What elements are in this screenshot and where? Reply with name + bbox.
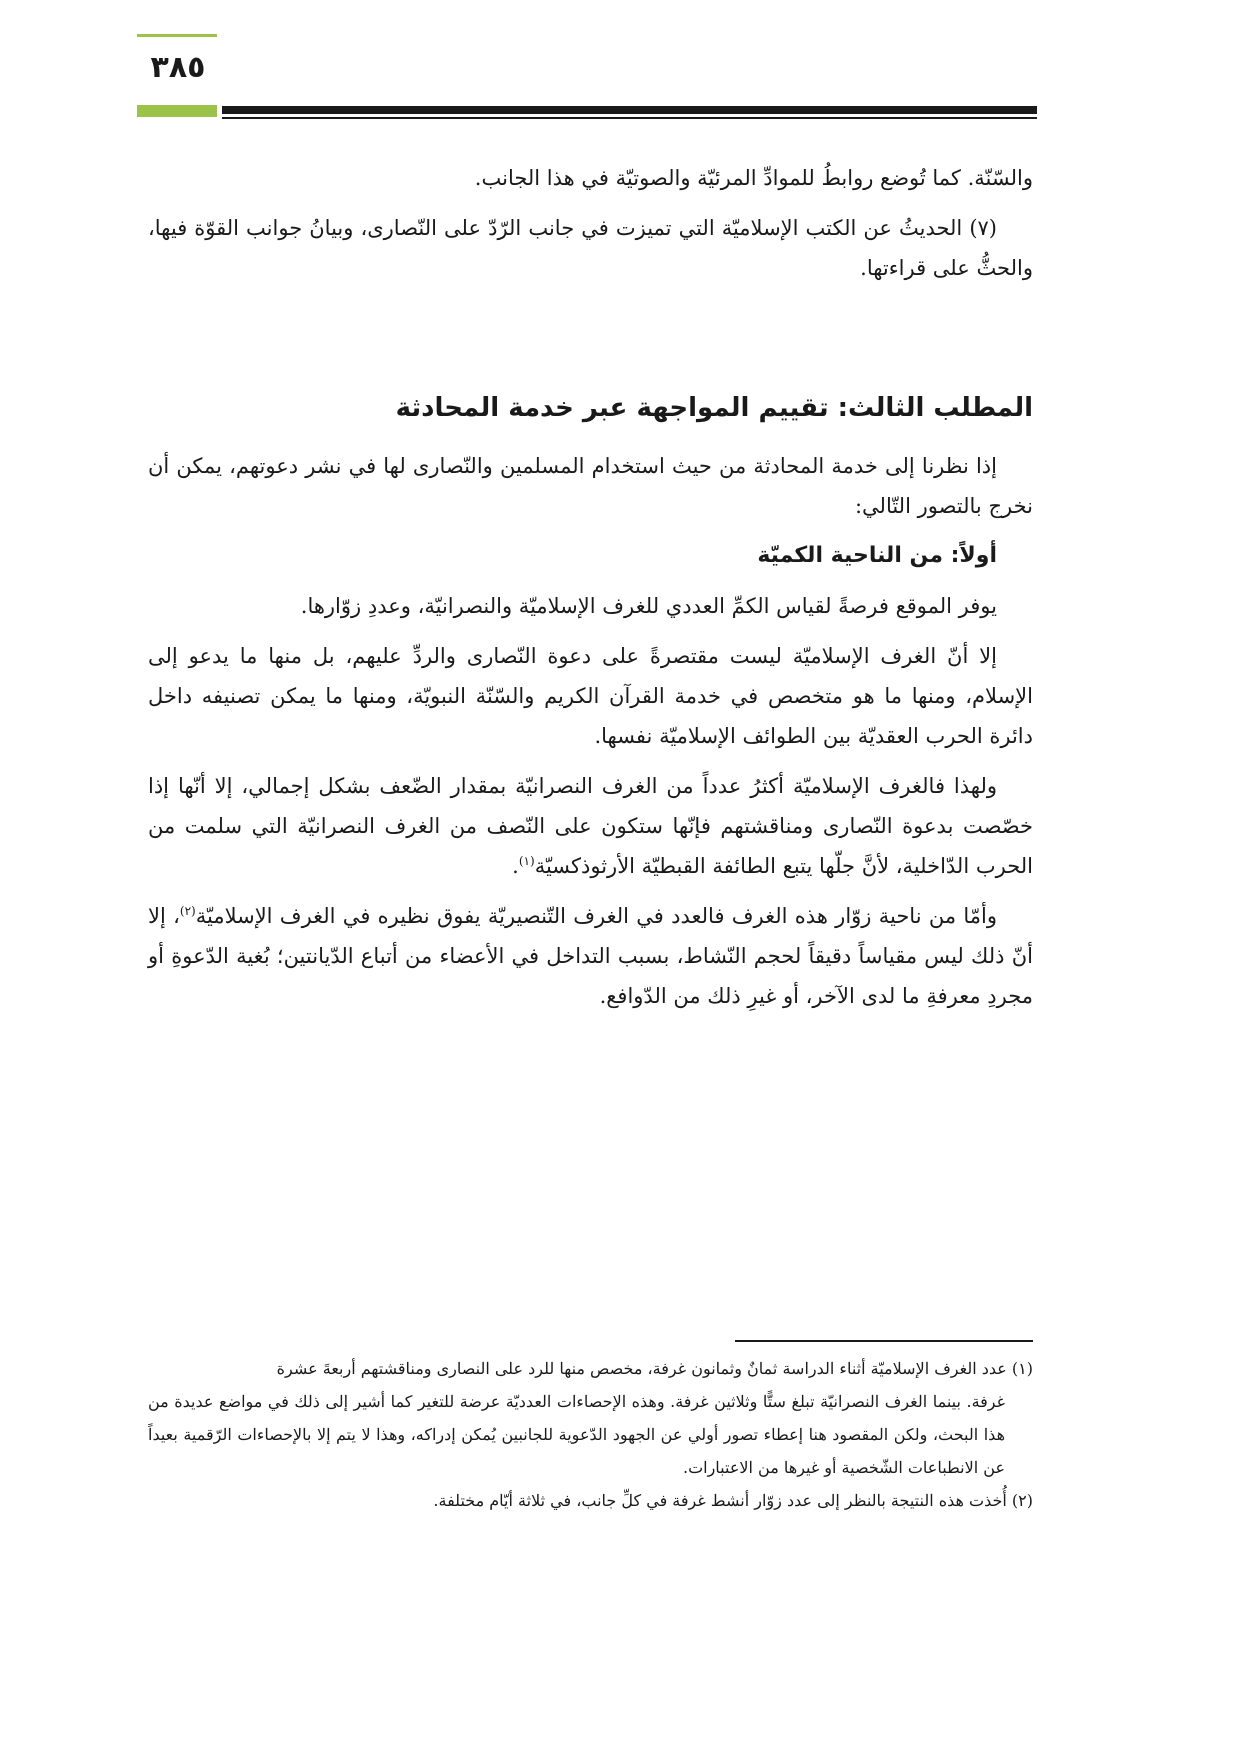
footnotes (148, 1352, 1033, 1517)
intro-line: والسّنّة. كما تُوضع روابطُ للموادِّ المرئيّة والصوتيّة في هذا الجانب. (474, 166, 1033, 190)
footnote-separator (735, 1340, 1033, 1342)
header-rule-thin (222, 117, 1037, 119)
header-rule-thick (222, 106, 1037, 114)
paragraph-rooms-count (148, 766, 1033, 886)
header-accent-bottom (137, 105, 217, 117)
page-number: ٣٨٥ (150, 50, 206, 85)
section-heading: المطلب الثالث: تقييم المواجهة عبر خدمة المحادثة (395, 393, 1033, 423)
footnote-1-first-line: (١) عدد الغرف الإسلاميّة أثناء الدراسة ثمانٌ وثمانون غرفة، مخصص منها للرد على النصارى ومناقشتهم أربعةَ عشرة (276, 1359, 1033, 1378)
paragraph-site-measure: يوفر الموقع فرصةً لقياس الكمِّ العددي للغرف الإسلاميّة والنصرانيّة، وعددِ زوّارها. (300, 594, 997, 618)
paragraph-visitors-text: وأمّا من ناحية زوّار هذه الغرف فالعدد في الغرف التّنصيريّة يفوق نظيره في الغرف الإسلاميّة (195, 904, 998, 928)
paragraph-rooms-count-text: ولهذا فالغرف الإسلاميّة أكثرُ عدداً من الغرف النصرانيّة بمقدار الضّعف بشكل إجمالي، إلا أنّها إذا خصّصت بدعوة النّصارى ومناقشتهم فإنّها ستكون على النّصف من الغرف النصرانيّة التي سلمت من الحرب الدّاخلية، لأنَّ جلّها يتبع الطائفة القبطيّة الأرثوذكسيّة (148, 774, 1033, 878)
paragraph-rooms-scope: إلا أنّ الغرف الإسلاميّة ليست مقتصرةً على دعوة النّصارى والردِّ عليهم، بل منها ما يدعو إلى الإسلام، ومنها ما هو متخصص في خدمة القرآن الكريم والسّنّة النبويّة، ومنها ما يمكن تصنيفه داخل دائرة الحرب العقديّة بين الطوائف الإسلاميّة نفسها. (148, 644, 1033, 748)
subsection-heading: أولاً: من الناحية الكميّة (757, 543, 997, 568)
paragraph-visitors-end: ، إلا أنّ ذلك ليس مقياساً دقيقاً لحجم النّشاط، بسبب التداخل في الأعضاء من أتباع الدّيانتين؛ بُغية الدّعوةِ أو مجردِ معرفةِ ما لدى الآخر، أو غيرِ ذلك من الدّوافع. (148, 904, 1033, 1008)
header-accent-top (137, 34, 217, 37)
footnote-ref-1[interactable]: (١) (518, 854, 535, 868)
paragraph-intro: إذا نظرنا إلى خدمة المحادثة من حيث استخدام المسلمين والنّصارى لها في نشر دعوتهم، يمكن أن نخرج بالتصور التّالي: (148, 454, 1033, 518)
list-item-7: (٧) الحديثُ عن الكتب الإسلاميّة التي تميزت في جانب الرّدّ على النّصارى، وبيانُ جوانب القوّة فيها، والحثُّ على قراءتها. (148, 216, 1033, 280)
paragraph-rooms-count-end: . (512, 854, 519, 878)
paragraph-visitors (148, 896, 1033, 1016)
footnote-1-continuation: غرفة. بينما الغرف النصرانيّة تبلغ ستًّا وثلاثين غرفة. وهذه الإحصاءات العدديّة عرضة للتغير كما أشير إلى ذلك في مواضع عديدة من هذا البحث، ولكن المقصود هنا إعطاء تصور أولي عن الجهود الدّعوية للجانبين يُمكن إدراكه، وهذا لا يتم إلا بالإحصاءات الرّقمية بعيداً عن الانطباعات الشّخصية أو غيرها من الاعتبارات. (148, 1392, 1005, 1477)
footnote-2: (٢) أُخذت هذه النتيجة بالنظر إلى عدد زوّار أنشط غرفة في كلِّ جانب، في ثلاثة أيّام مختلفة. (433, 1491, 1033, 1510)
page-body (148, 158, 1033, 1026)
footnote-ref-2[interactable]: (٢) (179, 904, 196, 918)
